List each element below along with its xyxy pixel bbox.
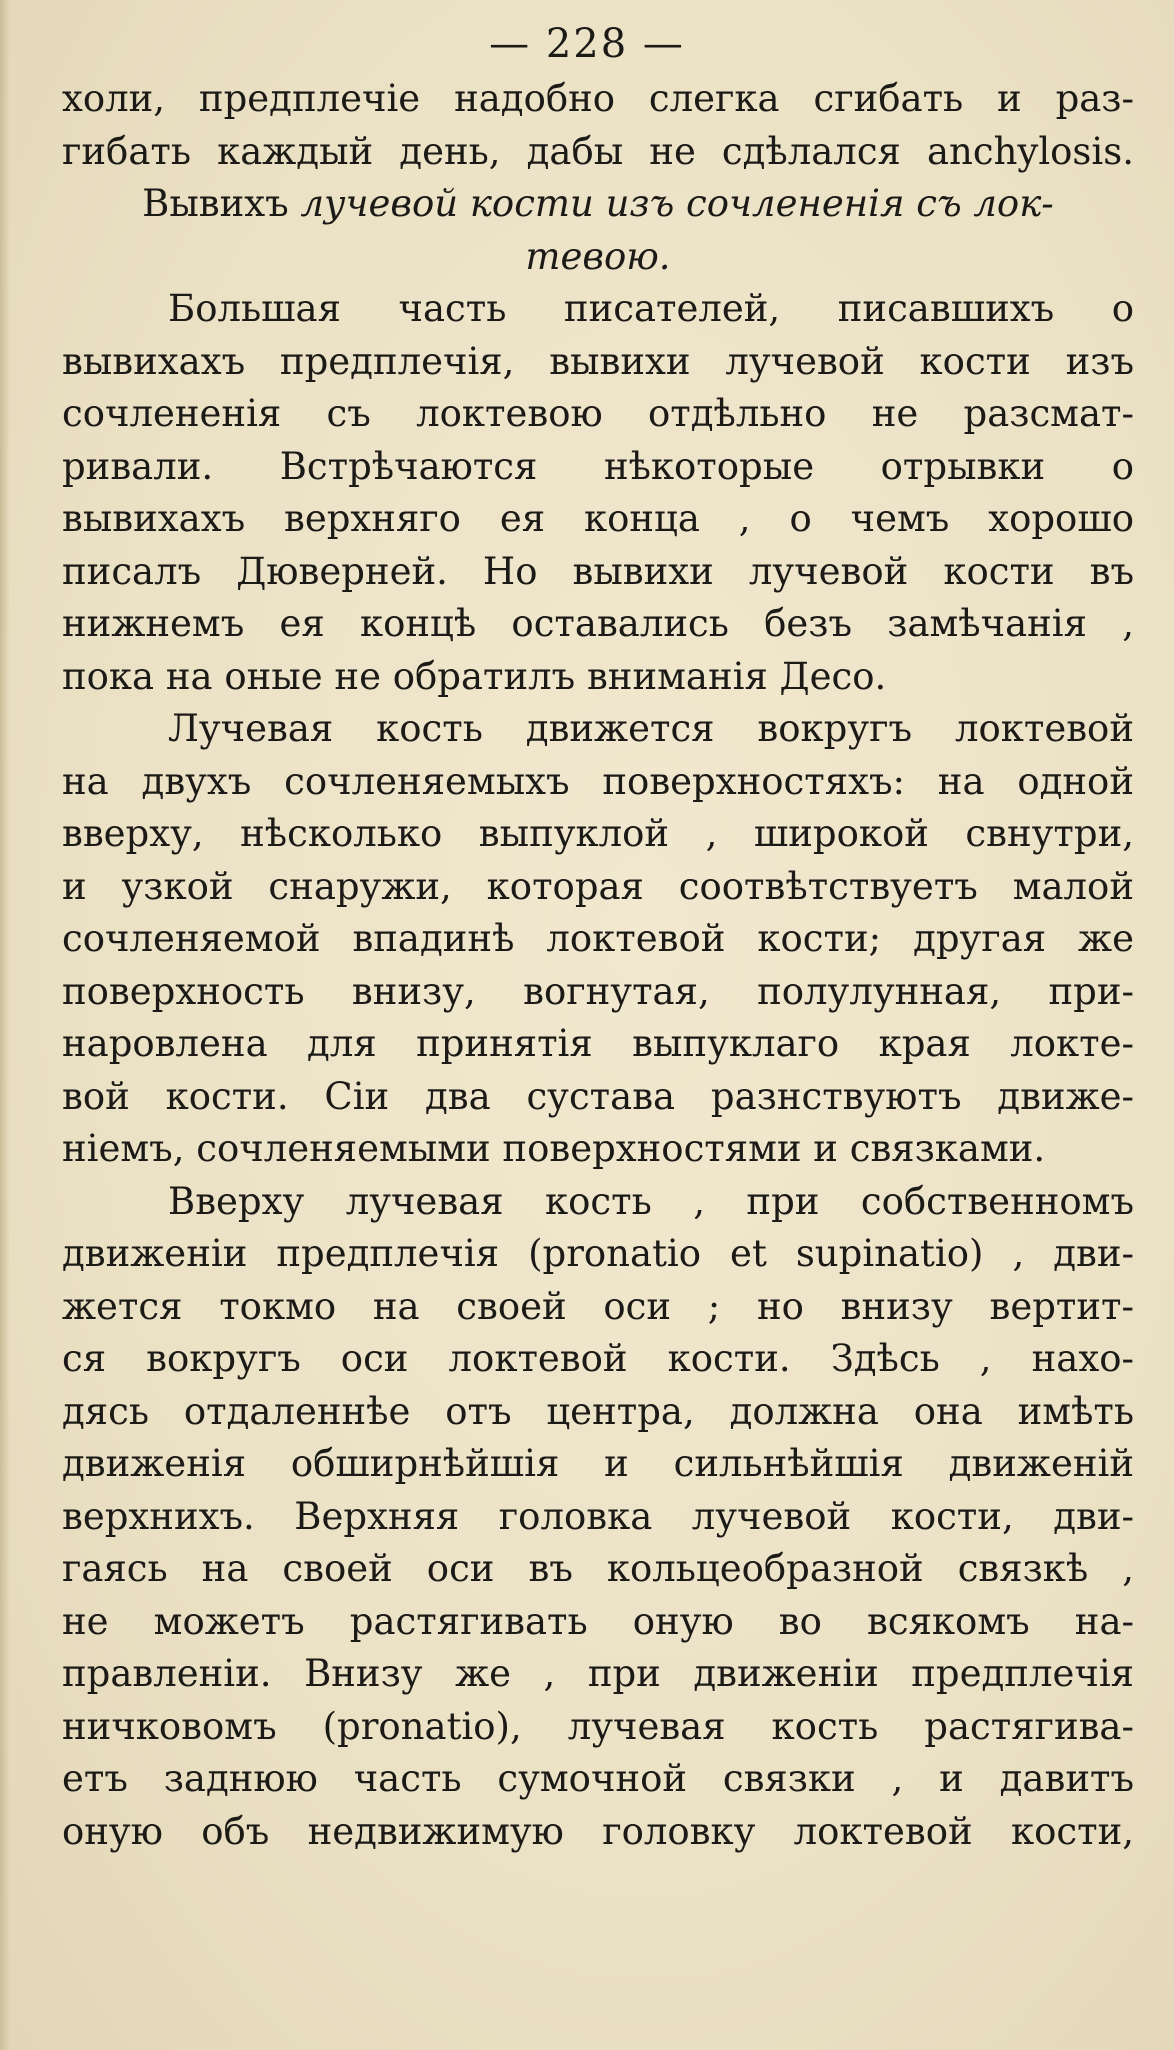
paragraph-last-line: пока на оные не обратилъ вниманія Десо. — [62, 654, 887, 698]
text-line: вой кости. Сіи два сустава разнствуютъ движе- — [62, 1074, 1134, 1118]
text-line: жется токмо на своей оси ; но внизу вертит- — [62, 1284, 1134, 1328]
text-line: оную объ недвижимую головку локтевой кости, — [62, 1809, 1134, 1853]
text-line: дясь отдаленнѣе отъ центра, должна она имѣть — [62, 1389, 1134, 1433]
text-line: нижнемъ ея концѣ оставались безъ замѣчанія , — [62, 602, 1134, 645]
text-line: верхнихъ. Верхняя головка лучевой кости, дви- — [62, 1494, 1134, 1538]
paragraph-first-line: Большая часть писателей, писавшихъ о — [168, 287, 1134, 330]
spine-shadow — [0, 0, 10, 2050]
text-line: ничковомъ (pronatio), лучевая кость растягива- — [62, 1704, 1134, 1748]
text-line: поверхность внизу, вогнутая, полулунная, при- — [62, 969, 1134, 1013]
text-line: вывихахъ верхняго ея конца , о чемъ хорошо — [62, 497, 1134, 540]
paragraph-last-line: ніемъ, сочленяемыми поверхностями и связками. — [62, 1127, 1046, 1170]
text-line: движеніи предплечія (pronatio et supinatio) , дви- — [62, 1232, 1134, 1275]
section-heading-continuation: тевою. — [525, 234, 671, 278]
text-line: ся вокругъ оси локтевой кости. Здѣсь , нахо- — [62, 1337, 1134, 1380]
text-line: не можетъ растягивать оную во всякомъ на- — [62, 1599, 1134, 1643]
heading-plain: Вывихъ — [142, 182, 289, 225]
text-line: вверху, нѣсколько выпуклой , широкой свнутри, — [62, 812, 1134, 855]
page-number: — 228 — — [489, 21, 685, 67]
text-line: сочлененія съ локтевою отдѣльно не разсмат- — [62, 392, 1134, 435]
paragraph-first-line: Вверху лучевая кость , при собственномъ — [168, 1179, 1134, 1223]
text-line: правленіи. Внизу же , при движеніи предплечія — [62, 1652, 1134, 1695]
text-line: на двухъ сочленяемыхъ поверхностяхъ: на одной — [62, 759, 1134, 803]
text-line: ривали. Встрѣчаются нѣкоторые отрывки о — [62, 444, 1134, 488]
paragraph-first-line: Лучевая кость движется вокругъ локтевой — [168, 707, 1134, 750]
text-line: писалъ Дюверней. Но вывихи лучевой кости въ — [62, 549, 1134, 593]
text-line: гибать каждый день, дабы не сдѣлался anchylosis. — [62, 129, 1134, 173]
heading-italic: лучевой кости изъ сочлененія съ лок- — [300, 182, 1054, 225]
text-block — [62, 73, 1134, 1858]
text-line: холи, предплечіе надобно слегка сгибать и раз- — [62, 77, 1134, 120]
section-heading — [62, 178, 1134, 231]
text-line: и узкой снаружи, которая соотвѣтствуетъ малой — [62, 864, 1134, 908]
text-line: сочленяемой впадинѣ локтевой кости; другая же — [62, 917, 1134, 960]
text-line: етъ заднюю часть сумочной связки , и давитъ — [62, 1757, 1134, 1800]
text-line: движенія обширнѣйшія и сильнѣйшія движеній — [62, 1442, 1134, 1485]
text-line: наровлена для принятія выпуклаго края локте- — [62, 1022, 1134, 1065]
text-line: вывихахъ предплечія, вывихи лучевой кости изъ — [62, 339, 1134, 383]
text-line: гаясь на своей оси въ кольцеобразной связкѣ , — [62, 1547, 1134, 1590]
